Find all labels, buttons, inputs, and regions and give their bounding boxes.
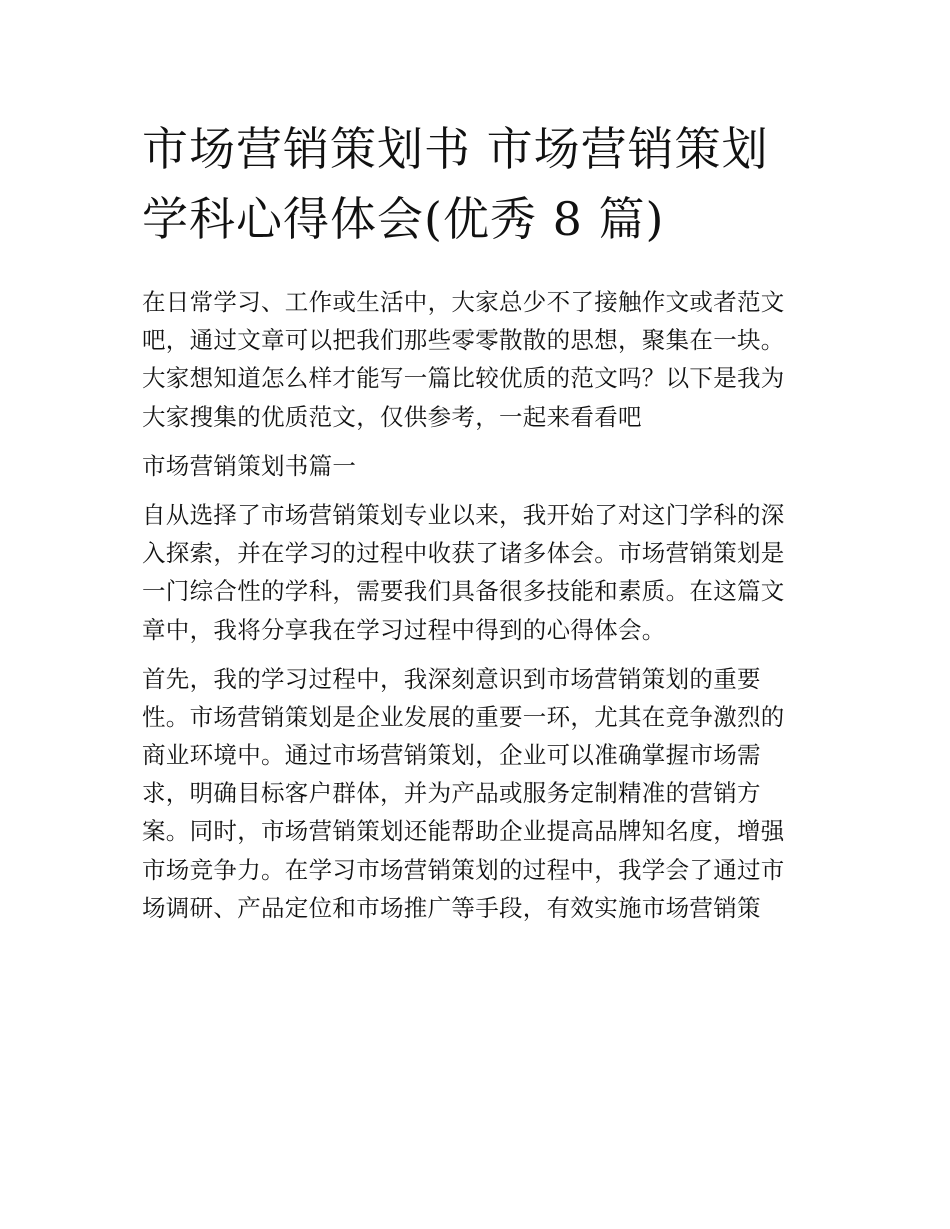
title-line-1: 市场营销策划书 市场营销策划 [142, 122, 769, 176]
text-line: 大家搜集的优质范文，仅供参考，一起来看看吧 [142, 402, 642, 431]
intro-paragraph [142, 283, 822, 436]
text-line: 在日常学习、工作或生活中，大家总少不了接触作文或者范文 [142, 288, 785, 316]
text-line: 场调研、产品定位和市场推广等手段，有效实施市场营销策 [142, 893, 761, 922]
text-line: 入探索，并在学习的过程中收获了诸多体会。市场营销策划是 [142, 539, 785, 568]
document-body [142, 283, 822, 927]
paragraph-1 [142, 496, 822, 649]
paragraph-2 [142, 660, 822, 927]
text-line: 市场竞争力。在学习市场营销策划的过程中，我学会了通过市 [142, 855, 785, 884]
text-line: 商业环境中。通过市场营销策划，企业可以准确掌握市场需 [142, 741, 761, 770]
text-line: 一门综合性的学科，需要我们具备很多技能和素质。在这篇文 [142, 577, 785, 606]
text-line: 章中，我将分享我在学习过程中得到的心得体会。 [142, 615, 666, 644]
text-line: 自从选择了市场营销策划专业以来，我开始了对这门学科的深 [142, 500, 785, 529]
text-line: 大家想知道怎么样才能写一篇比较优质的范文吗？以下是我为 [142, 364, 785, 393]
text-line: 首先，我的学习过程中，我深刻意识到市场营销策划的重要 [142, 664, 761, 693]
text-line: 性。市场营销策划是企业发展的重要一环，尤其在竞争激烈的 [142, 702, 785, 731]
text-line: 案。同时，市场营销策划还能帮助企业提高品牌知名度，增强 [142, 817, 785, 846]
title-line-2: 学科心得体会(优秀 8 篇) [142, 192, 665, 246]
section-heading: 市场营销策划书篇一 [142, 451, 357, 480]
document-title [142, 114, 822, 254]
text-line: 吧，通过文章可以把我们那些零零散散的思想，聚集在一块。 [142, 326, 785, 355]
text-line: 求，明确目标客户群体，并为产品或服务定制精准的营销方 [142, 779, 761, 808]
